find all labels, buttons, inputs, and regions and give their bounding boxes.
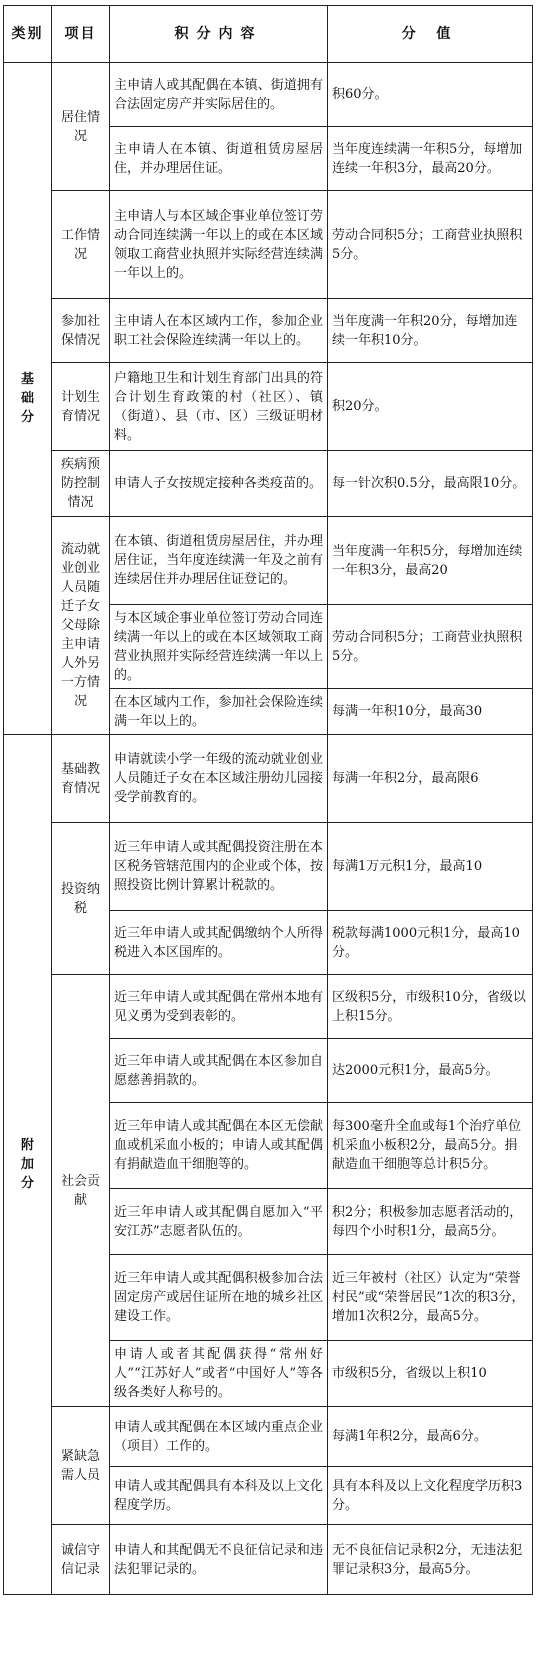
table-row bbox=[4, 191, 533, 299]
table-row bbox=[4, 735, 533, 823]
table-row bbox=[4, 299, 533, 363]
content-cell: 申请人或其配偶具有本科及以上文化程度学历。 bbox=[110, 1467, 328, 1525]
value-cell: 当年度满一年积5分，每增加连续一年积3分，最高20 bbox=[328, 517, 533, 605]
table-row bbox=[4, 363, 533, 451]
content-cell: 主申请人在本区域内工作，参加企业职工社会保险连续满一年以上的。 bbox=[110, 299, 328, 363]
content-cell: 在本区域内工作，参加社会保险连续满一年以上的。 bbox=[110, 689, 328, 735]
value-cell: 积60分。 bbox=[328, 63, 533, 127]
content-cell: 在本镇、街道租赁房屋居住，并办理居住证，当年度连续满一年及之前有连续居住并办理居住证登记的。 bbox=[110, 517, 328, 605]
content-cell: 申请人子女按规定接种各类疫苗的。 bbox=[110, 451, 328, 517]
table-row bbox=[4, 975, 533, 1039]
content-cell: 近三年申请人或其配偶缴纳个人所得税进入本区国库的。 bbox=[110, 911, 328, 975]
item-insurance: 参加社保情况 bbox=[52, 299, 110, 363]
content-cell: 户籍地卫生和计划生育部门出具的符合计划生育政策的村（社区）、镇（街道）、县（市、区）三级证明材料。 bbox=[110, 363, 328, 451]
content-cell: 与本区域企事业单位签订劳动合同连续满一年以上的或在本区域领取工商营业执照并实际经营连续满一年以上的。 bbox=[110, 605, 328, 689]
value-cell: 市级积5分，省级以上积10 bbox=[328, 1341, 533, 1407]
value-cell: 当年度满一年积20分，每增加连续一年积10分。 bbox=[328, 299, 533, 363]
table-row bbox=[4, 1525, 533, 1595]
content-cell: 近三年申请人或其配偶在常州本地有见义勇为受到表彰的。 bbox=[110, 975, 328, 1039]
item-residence: 居住情况 bbox=[52, 63, 110, 191]
item-education: 基础教育情况 bbox=[52, 735, 110, 823]
content-cell: 申请人和其配偶无不良征信记录和违法犯罪记录的。 bbox=[110, 1525, 328, 1595]
value-cell: 积2分；积极参加志愿者活动的，每四个小时积1分，最高5分。 bbox=[328, 1189, 533, 1255]
value-cell: 劳动合同积5分；工商营业执照积5分。 bbox=[328, 191, 533, 299]
content-cell: 主申请人与本区域企事业单位签订劳动合同连续满一年以上的或在本区域领取工商营业执照并实际经营连续满一年以上的。 bbox=[110, 191, 328, 299]
content-cell: 近三年申请人或其配偶积极参加合法固定房产或居住证所在地的城乡社区建设工作。 bbox=[110, 1255, 328, 1341]
table-row bbox=[4, 823, 533, 911]
table-row bbox=[4, 63, 533, 127]
header-item: 项目 bbox=[52, 6, 110, 63]
table-row bbox=[4, 517, 533, 605]
value-cell: 每300毫升全血或每1个治疗单位机采血小板积2分，最高5分。捐献造血干细胞等总计积5分。 bbox=[328, 1103, 533, 1189]
content-cell: 主申请人在本镇、街道租赁房屋居住，并办理居住证。 bbox=[110, 127, 328, 191]
content-cell: 申请人或者其配偶获得“常州好人”“江苏好人”或者“中国好人”等各级各类好人称号的。 bbox=[110, 1341, 328, 1407]
content-cell: 近三年申请人或其配偶自愿加入“平安江苏”志愿者队伍的。 bbox=[110, 1189, 328, 1255]
value-cell: 积20分。 bbox=[328, 363, 533, 451]
header-content: 积分内容 bbox=[110, 6, 328, 63]
content-cell: 近三年申请人或其配偶在本区无偿献血或机采血小板的；申请人或其配偶有捐献造血干细胞等的。 bbox=[110, 1103, 328, 1189]
header-category: 类别 bbox=[4, 6, 52, 63]
value-cell: 劳动合同积5分；工商营业执照积5分。 bbox=[328, 605, 533, 689]
value-cell: 每满一年积10分，最高30 bbox=[328, 689, 533, 735]
content-cell: 申请人或其配偶在本区域内重点企业（项目）工作的。 bbox=[110, 1407, 328, 1467]
content-cell: 申请就读小学一年级的流动就业创业人员随迁子女在本区域注册幼儿园接受学前教育的。 bbox=[110, 735, 328, 823]
item-disease: 疾病预防控制情况 bbox=[52, 451, 110, 517]
content-cell: 近三年申请人或其配偶在本区参加自愿慈善捐款的。 bbox=[110, 1039, 328, 1103]
value-cell: 税款每满1000元积1分，最高10分。 bbox=[328, 911, 533, 975]
content-cell: 近三年申请人或其配偶投资注册在本区税务管辖范围内的企业或个体，按照投资比例计算累计税款的。 bbox=[110, 823, 328, 911]
value-cell: 近三年被村（社区）认定为“荣誉村民”或“荣誉居民”1次的积3分，增加1次积2分，最高5分。 bbox=[328, 1255, 533, 1341]
category-basic: 基础分 bbox=[4, 63, 52, 735]
value-cell: 当年度连续满一年积5分，每增加连续一年积3分，最高20分。 bbox=[328, 127, 533, 191]
item-family-plan: 计划生育情况 bbox=[52, 363, 110, 451]
item-mobile: 流动就业创业人员随迁子女父母除主申请人外另一方情况 bbox=[52, 517, 110, 735]
value-cell: 每一针次积0.5分，最高限10分。 bbox=[328, 451, 533, 517]
points-table bbox=[3, 5, 533, 1595]
content-cell: 主申请人或其配偶在本镇、街道拥有合法固定房产并实际居住的。 bbox=[110, 63, 328, 127]
value-cell: 每满1万元积1分，最高10 bbox=[328, 823, 533, 911]
item-credit: 诚信守信记录 bbox=[52, 1525, 110, 1595]
table-row bbox=[4, 451, 533, 517]
value-cell: 具有本科及以上文化程度学历积3分。 bbox=[328, 1467, 533, 1525]
value-cell: 每满一年积2分，最高限6 bbox=[328, 735, 533, 823]
value-cell: 区级积5分，市级积10分，省级以上积15分。 bbox=[328, 975, 533, 1039]
item-shortage: 紧缺急需人员 bbox=[52, 1407, 110, 1525]
header-row bbox=[4, 6, 533, 63]
category-extra: 附加分 bbox=[4, 735, 52, 1595]
value-cell: 无不良征信记录积2分，无违法犯罪记录积3分，最高5分。 bbox=[328, 1525, 533, 1595]
item-investment: 投资纳税 bbox=[52, 823, 110, 975]
item-social: 社会贡献 bbox=[52, 975, 110, 1407]
item-work: 工作情况 bbox=[52, 191, 110, 299]
header-value: 分 值 bbox=[328, 6, 533, 63]
table-row bbox=[4, 1407, 533, 1467]
value-cell: 每满1年积2分，最高6分。 bbox=[328, 1407, 533, 1467]
value-cell: 达2000元积1分，最高5分。 bbox=[328, 1039, 533, 1103]
